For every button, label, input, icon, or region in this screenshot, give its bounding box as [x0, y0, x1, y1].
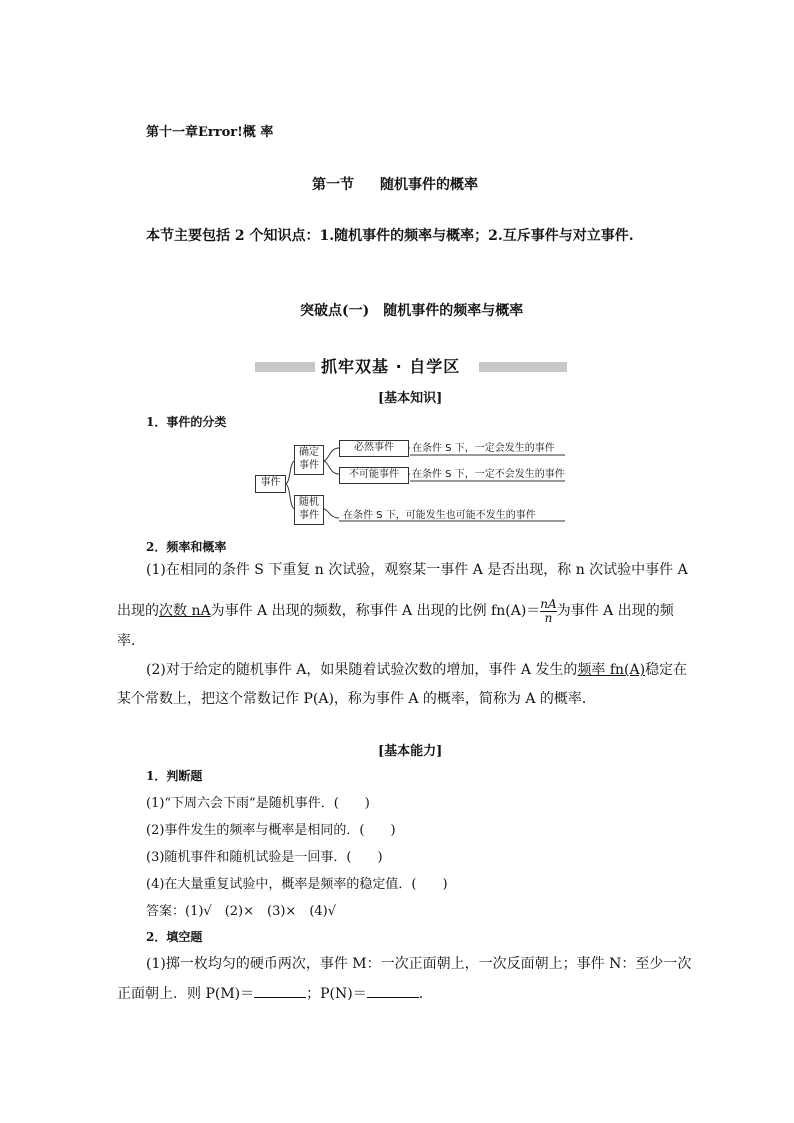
probability-paragraph-line-1: [146, 655, 687, 685]
frequency-paragraph-line-1: (1)在相同的条件 S 下重复 n 次试验，观察某一事件 A 是否出现，称 n 次试验中事件 A: [146, 562, 688, 578]
basic-ability-heading: [基本能力]: [378, 744, 443, 759]
answer-line: 答案：(1)√ (2)× (3)× (4)√: [146, 904, 337, 919]
fraction-denominator: n: [544, 610, 553, 625]
probability-paragraph-line-2: 某个常数上，把这个常数记作 P(A)，称为事件 A 的概率，简称为 A 的概率．: [117, 691, 596, 707]
frequency-text-post: 为事件 A 出现的频: [556, 603, 674, 619]
frequency-fraction: [540, 598, 556, 625]
section-name: 随机事件的概率: [380, 177, 478, 193]
section-intro: 本节主要包括 2 个知识点：1.随机事件的频率与概率；2.互斥事件与对立事件.: [146, 228, 634, 244]
self-study-banner: [255, 354, 567, 378]
fill-question-line-2: [117, 979, 423, 1009]
answer-blank-pm[interactable]: [254, 985, 306, 998]
impossible-event-box: 不可能事件: [339, 467, 409, 484]
section-title: [312, 174, 478, 194]
random-event-box: 随机事件: [294, 495, 324, 525]
impossible-event-description: 在条件 S 下，一定不会发生的事件: [412, 469, 565, 480]
fill-text-post: .: [418, 986, 424, 1002]
question-1: (1)“下周六会下雨”是随机事件．( ): [146, 796, 370, 811]
frequency-paragraph-line-3: 率．: [117, 633, 145, 649]
fill-text-pre: 正面朝上．则 P(M)＝: [117, 986, 255, 1002]
frequency-paragraph-line-2: [117, 596, 674, 626]
certain-event-box: 确定事件: [294, 445, 324, 475]
fraction-numerator: nA: [540, 596, 557, 611]
basic-knowledge-heading: [基本知识]: [378, 391, 443, 406]
true-false-title: 1．判断题: [146, 769, 203, 783]
banner-bar-right: [479, 362, 567, 372]
event-classification-title: 1．事件的分类: [146, 415, 227, 429]
sure-event-description: 在条件 S 下，一定会发生的事件: [412, 443, 555, 454]
question-2: (2)事件发生的频率与概率是相同的．( ): [146, 823, 396, 838]
frequency-count-term: 次数 nA: [159, 603, 211, 619]
section-number: 第一节: [312, 177, 354, 193]
event-root-box: 事件: [255, 475, 286, 493]
breakthrough-title: 突破点(一) 随机事件的频率与概率: [300, 303, 524, 319]
fill-blank-title: 2．填空题: [146, 930, 203, 944]
chapter-title: 第十一章Error!概 率: [146, 125, 274, 140]
answer-blank-pn[interactable]: [367, 985, 419, 998]
fill-question-line-1: (1)掷一枚均匀的硬币两次，事件 M：一次正面朝上，一次反面朝上；事件 N：至少一次: [146, 956, 692, 972]
frequency-probability-title: 2．频率和概率: [146, 540, 227, 554]
random-event-description: 在条件 S 下，可能发生也可能不发生的事件: [343, 510, 536, 521]
probability-text-pre: (2)对于给定的随机事件 A，如果随着试验次数的增加，事件 A 发生的: [146, 662, 578, 678]
banner-text: 抓牢双基 · 自学区: [321, 357, 461, 376]
question-3: (3)随机事件和随机试验是一回事．( ): [146, 850, 383, 865]
frequency-text-pre: 出现的: [117, 603, 159, 619]
banner-bar-left: [255, 362, 315, 372]
probability-frequency-term: 频率 fn(A): [577, 662, 646, 678]
event-classification-diagram: [255, 437, 575, 529]
sure-event-box: 必然事件: [339, 440, 409, 457]
fill-text-mid: ；P(N)＝: [306, 986, 367, 1002]
probability-text-post: 稳定在: [645, 662, 688, 678]
frequency-text-mid: 为事件 A 出现的频数，称事件 A 出现的比例 fn(A)＝: [210, 603, 541, 619]
question-4: (4)在大量重复试验中，概率是频率的稳定值．( ): [146, 877, 448, 892]
